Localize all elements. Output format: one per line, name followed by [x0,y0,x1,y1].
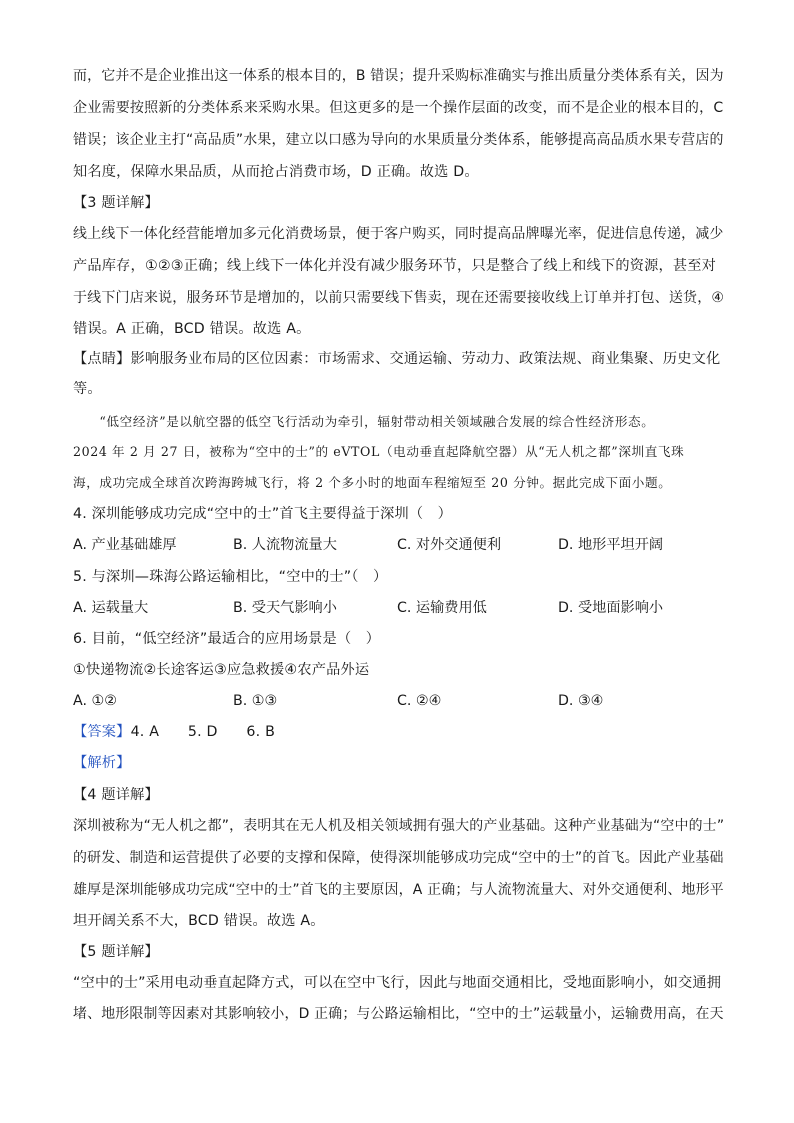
q4-line: 雄厚是深圳能够成功完成“空中的士”首飞的主要原因，A 正确；与人流物流量大、对外交通便利、地形平 [73,882,724,898]
answer-text: 4. A 5. D 6. B [130,724,276,740]
answer-label: 【答案】 [73,724,131,740]
passage-line: “低空经济”是以航空器的低空飞行活动为牵引，辐射带动相关领域融合发展的综合性经济形态。 [73,414,655,429]
q4-header: 【4 题详解】 [73,787,159,803]
q6-items: ①快递物流②长途客运③应急救援④农产品外运 [73,662,370,678]
q3-line: 产品库存，①②③正确；线上线下一体化并没有减少服务环节，只是整合了线上和线下的资源，甚至对 [73,258,717,274]
paragraph-line: 企业需要按照新的分类体系来采购水果。但这更多的是一个操作层面的改变，而不是企业的根本目的，C [73,100,724,116]
q5-option-b: B. 受天气影响小 [233,600,337,616]
q5-stem: 5. 与深圳—珠海公路运输相比，“空中的士”（ ） [73,569,388,585]
q6-option-c: C. ②④ [397,693,442,709]
passage-line: 海，成功完成全球首次跨海跨城飞行，将 2 个多小时的地面车程缩短至 20 分钟。据此完成下面小题。 [73,475,672,490]
q5-header: 【5 题详解】 [73,944,159,960]
q5-line: “空中的士”采用电动垂直起降方式，可以在空中飞行，因此与地面交通相比，受地面影响小，如交通拥 [73,975,722,991]
q4-option-a: A. 产业基础雄厚 [73,537,177,553]
q5-option-a: A. 运载量大 [73,600,149,616]
q4-line: 坦开阔关系不大，BCD 错误。故选 A。 [73,913,325,929]
q4-option-c: C. 对外交通便利 [397,537,502,553]
q6-option-b: B. ①③ [233,693,278,709]
paragraph-line: 错误；该企业主打“高品质”水果，建立以口感为导向的水果质量分类体系，能够提高高品质水果专营店的 [73,132,724,148]
answer-line [73,722,275,742]
q3-line: 于线下门店来说，服务环节是增加的，以前只需要线下售卖，现在还需要接收线上订单并打包、送货，④ [73,290,725,306]
paragraph-line: 而，它并不是企业推出这一体系的根本目的，B 错误；提升采购标准确实与推出质量分类体系有关，因为 [73,68,724,84]
q4-option-d: D. 地形平坦开阔 [558,537,664,553]
tip-line: 【点睛】影响服务业布局的区位因素：市场需求、交通运输、劳动力、政策法规、商业集聚、历史文化 [73,351,721,367]
q3-line: 错误。A 正确，BCD 错误。故选 A。 [73,321,311,337]
q4-line: 的研发、制造和运营提供了必要的支撑和保障，使得深圳能够成功完成“空中的士”的首飞。因此产业基础 [73,850,724,866]
q3-header: 【3 题详解】 [73,195,159,211]
q6-option-a: A. ①② [73,693,117,709]
q4-line: 深圳被称为“无人机之都”，表明其在无人机及相关领域拥有强大的产业基础。这种产业基础为“空中的士” [73,818,725,834]
q5-line: 堵、地形限制等因素对其影响较小，D 正确；与公路运输相比，“空中的士”运载量小，运输费用高，在天 [73,1006,724,1022]
paragraph-line: 知名度，保障水果品质，从而抢占消费市场，D 正确。故选 D。 [73,164,479,180]
q6-option-d: D. ③④ [558,693,604,709]
q3-line: 线上线下一体化经营能增加多元化消费场景，便于客户购买，同时提高品牌曝光率，促进信息传递，减少 [73,226,724,242]
q4-stem: 4. 深圳能够成功完成“空中的士”首飞主要得益于深圳（ ） [73,506,453,522]
q6-stem: 6. 目前，“低空经济”最适合的应用场景是（ ） [73,631,381,647]
passage-line: 2024 年 2 月 27 日，被称为“空中的士”的 eVTOL（电动垂直起降航空器）从“无人机之都”深圳直飞珠 [73,444,685,459]
q5-option-d: D. 受地面影响小 [558,600,664,616]
analysis-label: 【解析】 [73,755,131,771]
tip-line: 等。 [73,381,102,397]
q4-option-b: B. 人流物流量大 [233,537,337,553]
q5-option-c: C. 运输费用低 [397,600,487,616]
